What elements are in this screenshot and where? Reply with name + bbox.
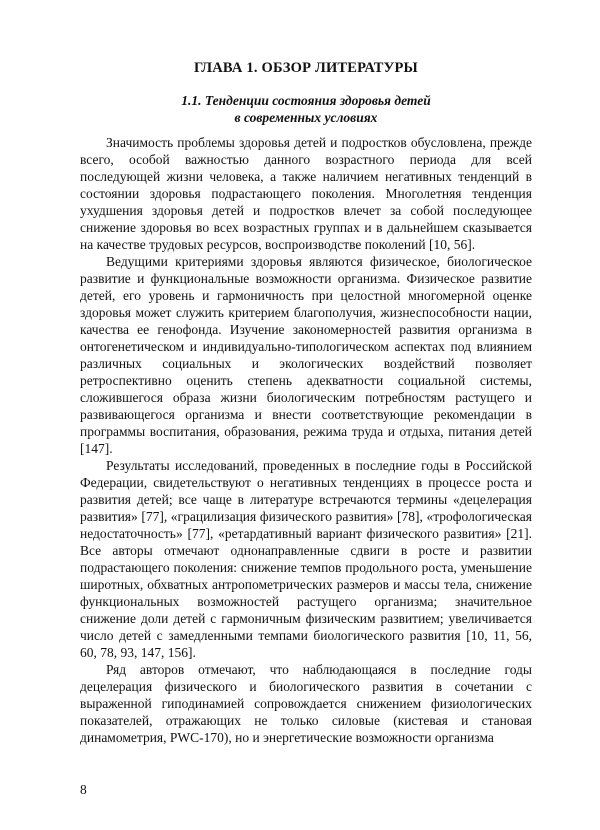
section-title-line-2: в современных условиях [234,110,378,125]
chapter-title: ГЛАВА 1. ОБЗОР ЛИТЕРАТУРЫ [194,60,418,76]
paragraph: Ряд авторов отмечают, что наблюдающаяся в последние годы децелерация физического и биологического развития в сочетании с выраженной гиподинамией сопровождается снижением физиологических показателей, отражающих не только силовые (кистевая и становая динамометрия, PWC-170), но и энергетические возможности организма [80,662,532,745]
paragraph: Значимость проблемы здоровья детей и подростков обусловлена, прежде всего, особой важностью данного возрастного периода для всей последующей жизни человека, а также наличием негативных тенденций в состоянии здоровья подрастающего поколения. Многолетняя тенденция ухудшения здоровья детей и подростков влечет за собой последующее снижение здоровья во всех возрастных группах и в дальнейшем сказывается на качестве трудовых ресурсов, воспроизводстве поколений [10, 56]. [80,135,532,252]
paragraph: Результаты исследований, проведенных в последние годы в Российской Федерации, свидетельствуют о негативных тенденциях в процессе роста и развития детей; все чаще в литературе встречаются термины «децелерация развития» [77], «грацилизация физического развития» [78], «трофологическая недостаточность» [77], «ретардативный вариант физического развития» [21]. Все авторы отмечают однонаправленные сдвиги в росте и развитии подрастающего поколения: снижение темпов продольного роста, уменьшение широтных, обхватных антропометрических размеров и массы тела, снижение функциональных возможностей растущего организма; значительное снижение доли детей с гармоничным физическим развитием; увеличивается число детей с замедленными темпами биологического развития [10, 11, 56, 60, 78, 93, 147, 156]. [80,458,532,660]
section-title [80,92,532,126]
page-content [80,58,532,746]
body-text [80,134,532,746]
paragraph: Ведущими критериями здоровья являются физическое, биологическое развитие и функциональные возможности организма. Физическое развитие детей, его уровень и гармоничность при целостной многомерной оценке здоровья может служить критерием благополучия, жизнеспособности нации, качества ее генофонда. Изучение закономерностей развития организма в онтогенетическом и индивидуально-типологическом аспектах под влиянием различных социальных и экологических воздействий позволяет ретроспективно оценить степень адекватности социальной системы, сложившегося образа жизни биологическим потребностям растущего и развивающегося организма и внести соответствующие рекомендации в программы воспитания, образования, режима труда и отдыха, питания детей [147]. [80,254,532,456]
page-number: 8 [80,782,87,797]
section-title-line-1: 1.1. Тенденции состояния здоровья детей [181,93,431,108]
